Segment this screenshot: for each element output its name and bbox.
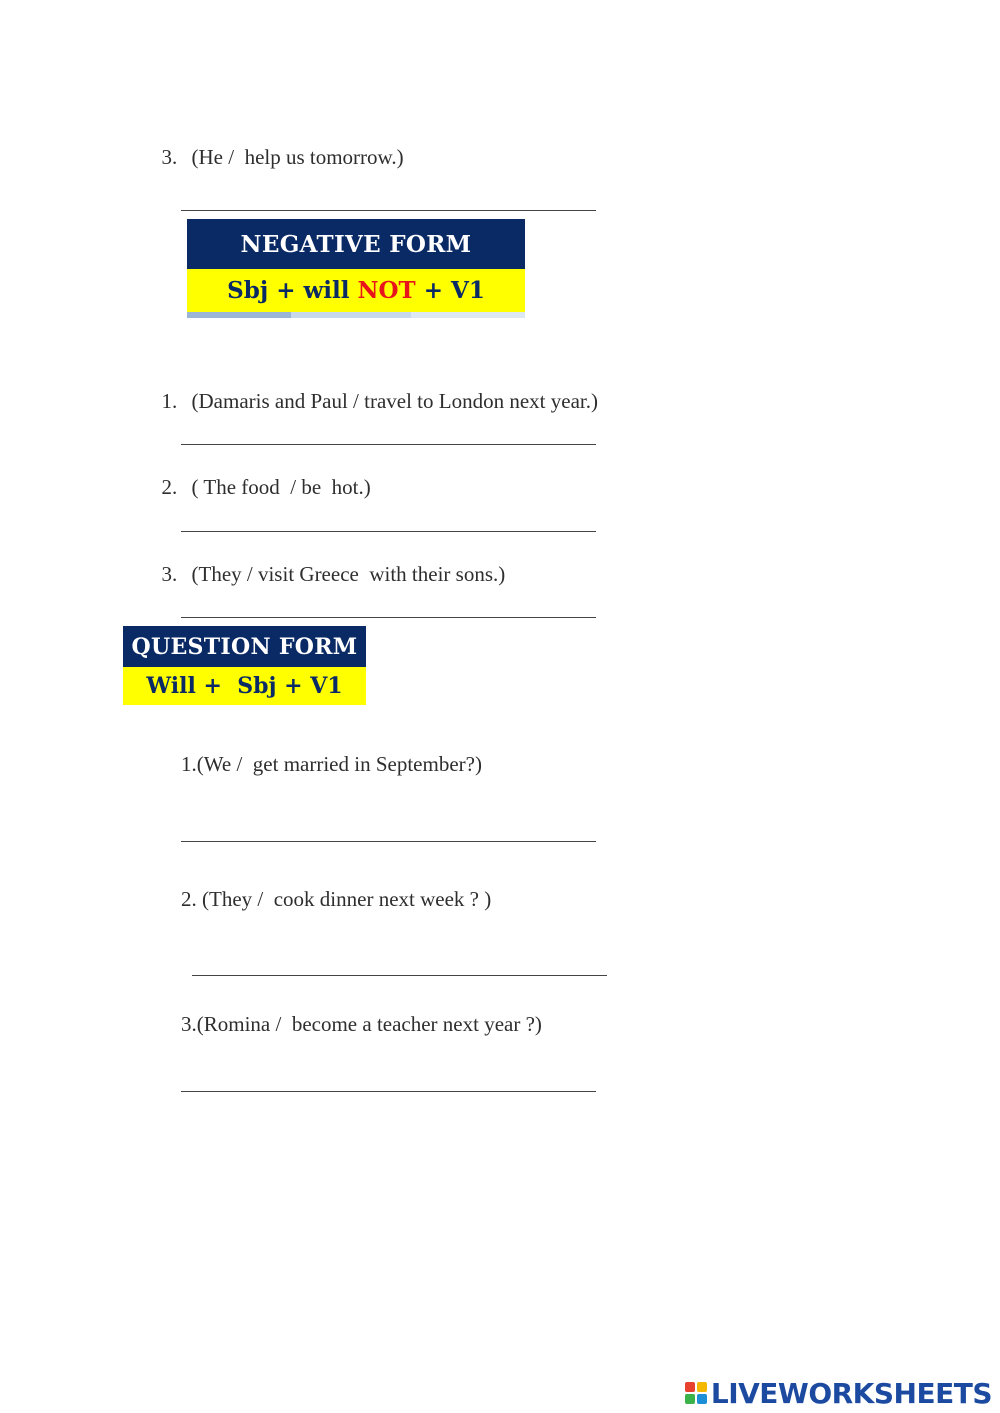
answer-line-affirmative-3[interactable] xyxy=(181,210,596,211)
exercise-item-negative-1 xyxy=(151,365,598,413)
formula-suffix: + V1 xyxy=(415,277,485,304)
liveworksheets-logo[interactable] xyxy=(685,1376,992,1410)
item-prompt: (They / visit Greece with their sons.) xyxy=(191,562,506,586)
banner-formula xyxy=(187,269,525,312)
item-prompt: (Damaris and Paul / travel to London next year.) xyxy=(191,389,598,413)
logo-text: LIVEWORKSHEETS xyxy=(710,1376,992,1410)
banner-title: QUESTION FORM xyxy=(123,626,366,667)
question-form-banner xyxy=(123,626,366,705)
formula-not: NOT xyxy=(357,277,416,304)
banner-underbar xyxy=(187,312,525,318)
item-number: 2. xyxy=(161,475,178,499)
item-number: 3. xyxy=(161,145,178,169)
banner-title: NEGATIVE FORM xyxy=(187,219,525,269)
answer-line-negative-3[interactable] xyxy=(181,617,596,618)
negative-form-banner xyxy=(187,219,525,318)
answer-line-negative-1[interactable] xyxy=(181,444,596,445)
answer-line-question-3[interactable] xyxy=(181,1091,596,1092)
formula-prefix: Sbj + will xyxy=(227,277,358,304)
liveworksheets-logo-icon xyxy=(685,1382,707,1404)
item-prompt: (He / help us tomorrow.) xyxy=(191,145,404,169)
exercise-item-question-1: 1.(We / get married in September?) xyxy=(181,752,482,776)
banner-formula: Will + Sbj + V1 xyxy=(123,667,366,705)
item-number: 3. xyxy=(161,562,178,586)
item-prompt: ( The food / be hot.) xyxy=(191,475,371,499)
exercise-item-negative-2 xyxy=(151,451,371,499)
answer-line-question-2[interactable] xyxy=(192,975,607,976)
exercise-item-question-2: 2. (They / cook dinner next week ? ) xyxy=(181,887,492,911)
exercise-item-question-3: 3.(Romina / become a teacher next year ?) xyxy=(181,1012,542,1036)
exercise-item-negative-3 xyxy=(151,538,505,586)
exercise-item-affirmative-3 xyxy=(151,121,404,169)
answer-line-negative-2[interactable] xyxy=(181,531,596,532)
item-number: 1. xyxy=(161,389,178,413)
answer-line-question-1[interactable] xyxy=(181,841,596,842)
